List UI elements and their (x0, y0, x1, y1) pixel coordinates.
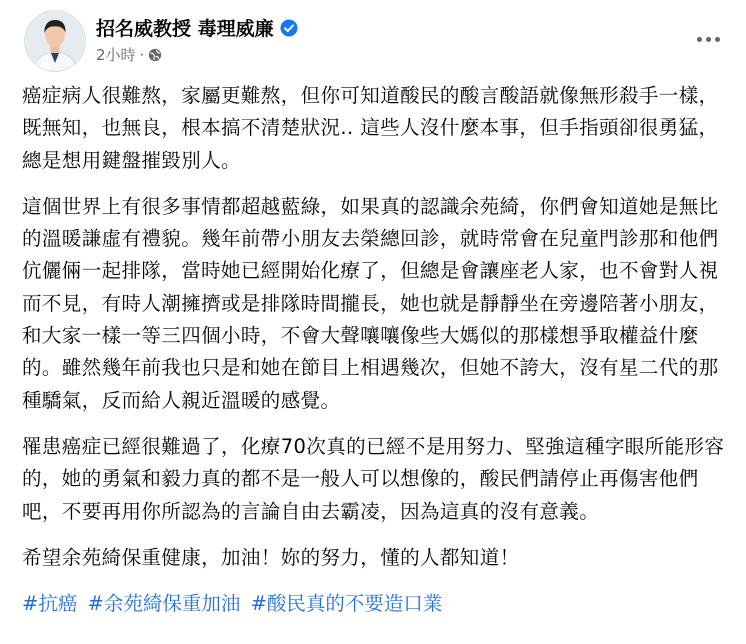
post-body (22, 80, 730, 620)
hashtag-link[interactable]: #酸民真的不要造口業 (250, 592, 443, 616)
meta-separator: · (139, 45, 145, 64)
post-paragraph-3: 罹患癌症已經很難過了，化療70次真的已經不是用努力、堅強這種字眼所能形容的，她的勇氣和毅力真的都不是一般人可以想像的，酸民們請停止再傷害他們吧，不要再用你所認為的言論自由去霸凌，因為這真的沒有意義。 (22, 434, 725, 523)
more-options-icon[interactable] (690, 24, 726, 54)
avatar[interactable] (24, 10, 86, 72)
hashtag-link[interactable]: #抗癌 (22, 592, 78, 616)
post-paragraph-4: 希望余苑綺保重健康，加油！妳的努力，懂的人都知道！ (22, 545, 520, 569)
author-row (96, 14, 298, 41)
post-paragraph-2: 這個世界上有很多事情都超越藍綠，如果真的認識余苑綺，你們會知道她是無比的溫暖謙虛有禮貌。幾年前帶小朋友去榮總回診，就時常會在兒童門診那和他們伉儷倆一起排隊，當時她已經開始化療了，但總是會讓座老人家，也不會對人視而不見，有時人潮擁擠或是排隊時間攏長，她也就是靜靜坐在旁邊陪著小朋友，和大家一樣一等三四個小時，不會大聲嚷嚷像些大媽似的那樣想爭取權益什麼的。雖然幾年前我也只是和她在節目上相遇幾次，但她不誇大，沒有星二代的那種驕氣，反而給人親近溫暖的感覺。 (22, 194, 719, 412)
post-meta (96, 44, 162, 65)
verified-badge-icon (280, 19, 298, 37)
post-time[interactable]: 2小時 (96, 46, 136, 64)
hashtag-link[interactable]: #余苑綺保重加油 (87, 592, 241, 616)
globe-icon[interactable] (148, 48, 162, 62)
hashtag-list (22, 588, 730, 620)
post-paragraph-1: 癌症病人很難熬，家屬更難熬，但你可知道酸民的酸言酸語就像無形殺手一樣，既無知，也無良，根本搞不清楚狀況.. 這些人沒什麼本事，但手指頭卻很勇猛，總是想用鍵盤摧毀別人。 (22, 84, 719, 172)
avatar-image (25, 11, 85, 71)
author-name[interactable]: 招名威教授 毒理威廉 (96, 18, 274, 40)
post-header (16, 10, 730, 70)
